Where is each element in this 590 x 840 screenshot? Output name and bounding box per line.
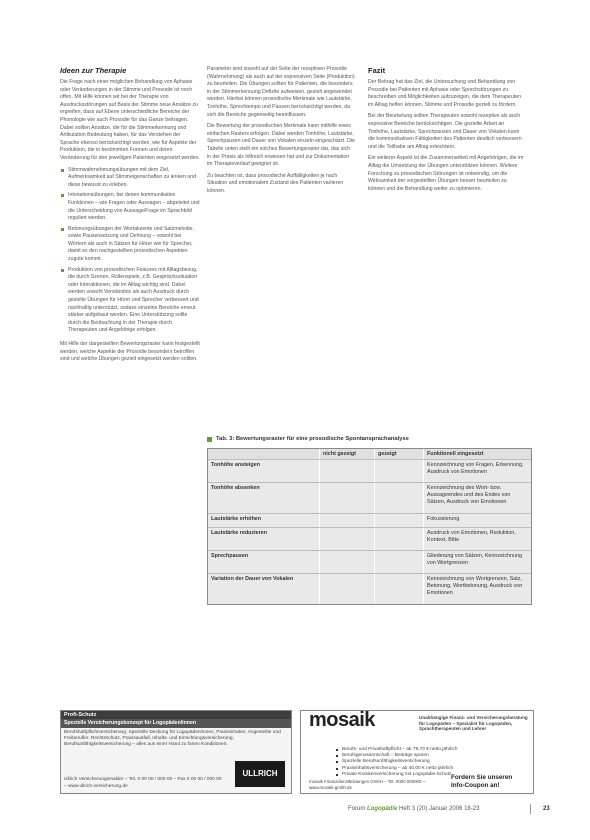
table-grid [207, 448, 532, 605]
column-middle [207, 66, 355, 200]
paragraph: Die Bewertung der prosodischen Merkmale kann mithilfe eines einfachen Rasters erfolgen. Dabei werden Tonhöhe, Lautstärke, Sprechpausen und Dauer von Vokalen einzeln eingeschätzt. Die Tabelle unten stellt ein solches Bewertungsraster dar, das sich in der Praxis als hilfreich erwiesen hat und zur Dokumentation im Therapieverlauf geeignet ist. [207, 123, 355, 168]
table-header-row [208, 449, 531, 460]
square-bullet-icon [207, 437, 212, 442]
cell-shown [374, 574, 423, 604]
bullet-list [60, 167, 200, 335]
ad-feature: Berufsgenossenschaft – Beiträge sparen [336, 753, 526, 759]
cell-function: Kennzeichnung von Wortgrenzen, Satz, Betonung, Wortbetonung, Ausdruck von Emotionen [423, 574, 531, 604]
table-caption [207, 436, 532, 442]
column-right [368, 66, 524, 197]
table-caption-text: Tab. 3: Bewertungsraster für eine prosodische Spontansprachanalyse [216, 436, 409, 442]
mosaik-logo: mosaik [309, 709, 375, 731]
list-item: Betonungsübungen der Wortakzente und Satzmelodie, sowie Pausensetzung und Dehnung – sowohl bei Wörtern als auch in Sätzen für Hörer wie für Sprecher, damit es den nachgestellten prosodischen Aspekten zugute kommt. [68, 226, 200, 264]
row-label: Lautstärke reduzieren [211, 530, 268, 536]
ad-tagline: Unabhängige Finanz- und Versicherungsberatung für Logopäden – Spezialist für Logopäden, Sprachtherapeuten und Lehrer [419, 715, 528, 731]
page-number: 23 [543, 806, 550, 812]
cell-function: Kennzeichnung von Fragen, Erkennung, Ausdruck von Emotionen [423, 460, 531, 482]
table-row [208, 483, 531, 514]
ad-insurance [60, 710, 292, 794]
list-item: Intonationsübungen, bei denen kommunikative Funktionen – wie Fragen oder Aussagen – abgeleitet und die Unterscheidung von Aussage/Frage im Sprachbild reguliert werden. [68, 192, 200, 222]
column-left [60, 66, 200, 368]
ad-contact: Ullrich Versicherungsmakler – Tel. 0 00 00 / 000 00 – Fax 0 00 00 / 000 00 – www.ullrich-versicherung.de [64, 777, 222, 789]
section-heading: Ideen zur Therapie [60, 66, 127, 75]
cell-not-shown [319, 574, 374, 604]
footer-divider [530, 804, 531, 814]
header-cell: nicht gezeigt [319, 449, 374, 459]
cell-not-shown [319, 528, 374, 550]
footer-journal-name: Logopädie [367, 806, 398, 812]
footer-journal [348, 806, 479, 812]
footer-journal-prefix: Forum [348, 806, 368, 812]
paragraph: Mit Hilfe der dargestellten Bewertungsraster kann festgestellt werden, welche Aspekte der Prosodie besonders betroffen sind und welche Übungen gezielt eingesetzt werden sollten. [60, 341, 200, 363]
cell-function: Gliederung von Sätzen, Kennzeichnung von Wortgrenzen [423, 551, 531, 573]
ullrich-logo: ULLRICH [235, 761, 285, 787]
table-row [208, 574, 531, 604]
table-row [208, 528, 531, 551]
table-row [208, 551, 531, 574]
cell-not-shown [319, 551, 374, 573]
header-cell: gezeigt [374, 449, 423, 459]
paragraph: Parameter sind sowohl auf der Seite der rezeptiven Prosodie (Wahrnehmung) als auch auf der expressiven Seite (Produktion) zu beurteilen. Die Übungen sollten für Patienten, die besonders in der Stimmerkennung Defizite aufweisen, gezielt angewendet werden. Hierbei können prosodische Merkmale wie Lautstärke, Tonhöhe, Sprechtempo und Pausen berücksichtigt werden, da sich die Bereiche gegenseitig beeinflussen. [207, 66, 355, 118]
cell-not-shown [319, 483, 374, 513]
cell-shown [374, 460, 423, 482]
cell-function: Fokussierung [423, 514, 531, 527]
section-heading: Fazit [368, 66, 386, 75]
cell-shown [374, 528, 423, 550]
list-item: Stimmwahrnehmungsübungen mit dem Ziel, Aufmerksamkeit auf Stimmeigenschaften zu lenken und diese bewusst zu erleben. [68, 167, 200, 190]
ad-feature: Spezielle Berufsunfähigkeitsversicherung [336, 759, 526, 765]
cell-function: Ausdruck von Emotionen, Reduktion, Kontext, Bitte [423, 528, 531, 550]
ad-feature: Berufs- und Privathaftpflicht – ab 79,70 € netto jährlich [336, 747, 526, 753]
assessment-table [207, 436, 532, 605]
row-label: Sprechpausen [211, 553, 249, 559]
cell-not-shown [319, 514, 374, 527]
cell-function: Kennzeichnung des Wort- bzw. Aussageendes und des Endes von Sätzen, Ausdruck von Emotionen [423, 483, 531, 513]
header-cell [208, 449, 319, 459]
ad-feature: Private Krankenversicherung mit Logopädie-Schutz [336, 772, 526, 778]
paragraph: Die Frage nach einer möglichen Behandlung von Aphasie oder Veränderungen in der Stimme und Prosodie ist noch offen. Mit Hilfe können wir bei der Therapie von Ausdrucksstörungen auf Basis der Stimme neue Ansätze zu ergreifen, dass auf Ebene unterschiedliche Bereiche der Phonologie wie auch Prosodie für das Ganze beitragen. Dabei sollten Ansätze, die für die Stimmerkennung und Artikulation Bedeutung haben, für das Verstehen der Sprache ebenso berücksichtigt werden, wie für Aspekte der Produktion, die in bestimmten Formen und deren Veränderung für den jeweiligen Patienten eingesetzt werden. [60, 79, 200, 161]
ad-mosaik [300, 710, 534, 794]
table-row [208, 460, 531, 483]
ad-subheader: Spezielle Versicherungskonzept für Logopäden/innen [61, 719, 291, 727]
cell-not-shown [319, 460, 374, 482]
ad-body: Berufshaftpflichtversicherung: Spezielle Deckung für Logopäden/innen, Praxisinhaber, Angestellte und Freiberufler. Rechtsschutz, Praxisausfall, Inhalts- und Einrichtungsversicherung, Berufsunfähigkeitsversicherung – alles aus einer Hand zu fairen Konditionen. [64, 729, 281, 748]
cell-shown [374, 514, 423, 527]
footer-issue: Heft 3 (20) Januar 2006 18-23 [397, 806, 480, 812]
cell-shown [374, 551, 423, 573]
ad-coupon-cta: Fordern Sie unseren Info-Coupon an! [451, 774, 513, 789]
ad-header: Profi-Schutz [61, 711, 291, 719]
cell-shown [374, 483, 423, 513]
paragraph: Zu beachten ist, dass prosodische Auffälligkeiten je nach Situation und emotionalem Zustand des Patienten variieren können. [207, 172, 344, 194]
table-row [208, 514, 531, 528]
header-cell: Funktionell eingesetzt [423, 449, 531, 459]
list-item: Produktion von prosodischen Features mit Alltagsbezug, die durch Szenen, Rollenspiele, z.B. Gesprächssituation oder Interaktionen, die im Alltag wichtig sind. Dabei werden sowohl Verständnis als auch Ausdruck durch gezielte Übungen für Hörer und Sprecher verbessert und nachhaltig unterstützt, sodass einzelne Bereiche erneut stärker aufgebaut werden. Eine Unterstützung sollte durch die Beobachtung in der Therapie durch Therapeuten und Angehörige erfolgen. [68, 266, 199, 334]
paragraph: Bei der Beurteilung sollten Therapeuten sowohl rezeptive als auch expressive Bereiche berücksichtigen. Die gezielte Arbeit an Tonhöhe, Lautstärke, Sprechpausen und Dauer von Vokalen kann die kommunikativen Fähigkeiten des Patienten deutlich verbessern und die Teilhabe am Alltag erleichtern. [368, 113, 522, 150]
paragraph: Ein weiterer Aspekt ist die Zusammenarbeit mit Angehörigen, die im Alltag die Umsetzung der Übungen unterstützen können. Weitere Forschung zu prosodischen Störungen ist notwendig, um die Wirksamkeit der vorgestellten Übungen besser beurteilen zu können und die Behandlung weiter zu optimieren. [368, 155, 524, 192]
row-label: Tonhöhe ansteigen [211, 462, 261, 468]
row-label: Variation der Dauer von Vokalen [211, 576, 294, 582]
row-label: Tonhöhe absenken [211, 485, 260, 491]
ad-feature: Praxisinhaltsversicherung – ab 40,00 € netto jährlich [336, 766, 526, 772]
row-label: Lautstärke erhöhen [211, 516, 262, 522]
paragraph: Der Beitrag hat das Ziel, die Untersuchung und Behandlung von Prosodie bei Patienten mit Aphasie oder Sprechstörungen zu beschreiben und Möglichkeiten aufzuzeigen, die dem Therapeuten im Alltag helfen können, Stimme und Prosodie gezielt zu fördern. [368, 79, 522, 108]
ad-address: mosaik Finanzdienstleistungen GmbH – Tel. 0000 000000 – www.mosaik-gmbh.de [309, 779, 426, 790]
